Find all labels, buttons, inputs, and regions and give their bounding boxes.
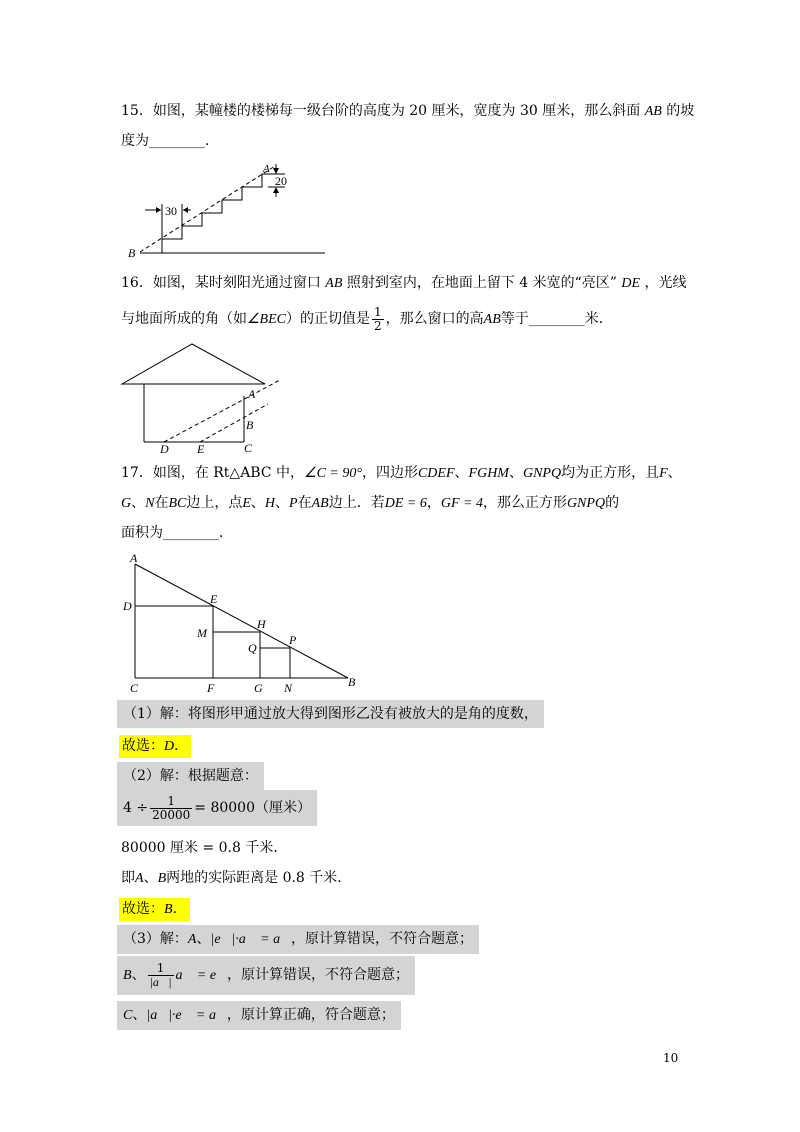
answer-1-text: （1）解：将图形甲通过放大得到图形乙没有被放大的是角的度数， (117, 700, 544, 728)
answer-3-frac-num: 1 (148, 962, 174, 976)
q17-t2c: 边上，点 (186, 495, 243, 511)
answer-2-l3b: 、 (143, 870, 158, 886)
q16-text-a: 16．如图，某时刻阳光通过窗口 (121, 275, 321, 291)
answer-2-choice-prefix: 故选： (122, 901, 164, 917)
answer-3-var-b: B (123, 968, 132, 983)
answer-2-choice-suffix: ． (172, 901, 187, 917)
q15-line2: 度为________． (121, 133, 219, 149)
answer-2-frac-num: 1 (150, 795, 192, 809)
answer-3-text: ，原计算错误，不符合题意； (291, 931, 474, 947)
q17-var-g: G (121, 496, 132, 511)
answer-2-fraction (150, 795, 192, 822)
q16-var-ab: AB (325, 276, 343, 291)
answer-1-choice (119, 735, 191, 758)
answer-2-calc (117, 790, 317, 826)
q15-label-20: 20 (275, 174, 287, 188)
q17-t2b: 在 (154, 495, 169, 511)
q17-text-b: ，四边形 (361, 465, 418, 481)
q17-var-n: N (145, 496, 155, 511)
answer-2-calc-post: = 80000（厘米） (194, 800, 311, 816)
answer-2-choice (119, 898, 190, 921)
answer-3-fraction (148, 962, 174, 989)
q17-var-gnpq2: GNPQ (566, 496, 606, 511)
q16-fraction (372, 306, 384, 333)
q17-label-n: N (284, 681, 293, 695)
q16-window-figure (120, 340, 285, 455)
q15-label-30: 30 (165, 204, 177, 218)
answer-3-frac-den: |a⃗| (149, 974, 172, 989)
answer-2-frac-den: 20000 (152, 807, 191, 822)
q17-label-e: E (210, 592, 218, 606)
q16-text-b: 照射到室内，在地面上留下 4 米宽的“亮区” (346, 275, 617, 291)
q17-t2g: 边上．若 (328, 495, 385, 511)
answer-3-c-expr: |a⃗|·e⃗ = a⃗ (146, 1008, 227, 1023)
q15-text-a: 15．如图，某幢楼的楼梯每一级台阶的高度为 20 厘米，宽度为 30 厘米，那么斜面 (121, 103, 641, 119)
q16-label-e: E (197, 442, 205, 455)
q17-var-f: F (659, 466, 668, 481)
q17-label-h: H (257, 617, 266, 631)
q16-text-g: 等于________米． (500, 311, 613, 327)
q17-t2e: 、 (275, 495, 290, 511)
q17-var-fghm: FGHM (468, 466, 509, 481)
q16-var-bec: ∠BEC (247, 312, 286, 327)
answer-1-choice-letter: D (164, 739, 175, 754)
q17-text-f: 、 (667, 465, 682, 481)
q16-label-b: B (246, 418, 254, 432)
q17-line3: 面积为________． (121, 525, 233, 541)
answer-3-line3 (117, 1001, 401, 1030)
q17-t2f: 在 (297, 495, 312, 511)
answer-1-choice-prefix: 故选： (122, 738, 164, 754)
q17-var-e: E (242, 496, 251, 511)
q15-label-a: A (263, 163, 270, 175)
answer-3-c-text: ，原计算正确，符合题意； (226, 1007, 395, 1023)
q17-t2h: ， (426, 495, 441, 511)
q17-label-g: G (254, 681, 263, 695)
q17-var-p: P (289, 496, 298, 511)
q15-stairs-figure (125, 160, 335, 260)
answer-3-sep: 、 (196, 931, 211, 947)
q17-label-d: D (123, 599, 132, 613)
q17-t2i: ，那么正方形 (482, 495, 567, 511)
q16-text-e: ）的正切值是 (286, 311, 370, 327)
page-number: 10 (663, 1051, 679, 1065)
q16-frac-num: 1 (374, 304, 382, 319)
answer-3-line1 (117, 925, 479, 954)
q17-var-angle: ∠C = 90° (304, 466, 362, 481)
q16-var-ab2: AB (483, 312, 501, 327)
q17-line1 (121, 463, 682, 484)
answer-2-choice-letter: B (164, 902, 173, 917)
answer-3-var-c: C (123, 1008, 133, 1023)
q17-text-a: 17．如图，在 Rt△ABC 中， (121, 465, 305, 481)
q17-var-cdef: CDEF (417, 466, 455, 481)
q17-line2 (121, 493, 619, 514)
q15-text-b: 的坡 (666, 103, 695, 119)
answer-2-l3a: 即 (121, 870, 135, 886)
q17-text-d: 、 (508, 465, 523, 481)
answer-3-c-sep: 、 (132, 1007, 147, 1023)
answer-3-b-expr: a⃗ = e⃗ (175, 968, 227, 983)
q16-line2 (121, 304, 613, 335)
q16-frac-den: 2 (374, 318, 382, 333)
answer-2-text: （2）解：根据题意： (117, 762, 264, 790)
q17-t2j: 的 (605, 495, 620, 511)
q17-var-ab: AB (311, 496, 329, 511)
q16-line1 (121, 273, 687, 294)
q17-var-gnpq: GNPQ (522, 466, 562, 481)
q17-t2d: 、 (250, 495, 265, 511)
answer-2-l3c: 两地的实际距离是 0.8 千米． (166, 870, 352, 886)
answer-3-var-a: A (187, 932, 197, 947)
q17-label-p: P (289, 633, 297, 647)
q15-label-b: B (128, 246, 136, 260)
answer-3-line2 (117, 956, 415, 995)
q17-label-f: F (207, 681, 215, 695)
answer-2-line2: 80000 厘米 = 0.8 千米． (121, 840, 288, 856)
answer-2-calc-pre: 4 ÷ (123, 800, 149, 816)
q17-var-gf: GF = 4 (440, 496, 483, 511)
q17-var-de: DE = 6 (384, 496, 427, 511)
q16-text-c: ，光线 (644, 275, 687, 291)
q17-var-bc: BC (168, 496, 187, 511)
answer-2-var-a: A (135, 871, 144, 886)
q15-line1 (121, 101, 694, 122)
q17-t2a: 、 (131, 495, 146, 511)
q16-text-f: ，那么窗口的高 (385, 311, 484, 327)
q15-var-ab: AB (644, 104, 662, 119)
answer-2-var-b: B (157, 871, 167, 886)
q16-label-a: A (248, 387, 256, 401)
q17-label-b: B (348, 675, 356, 689)
answer-3-expr: |e⃗|·a⃗ = a⃗ (210, 932, 292, 947)
answer-3-b-text: ，原计算错误，不符合题意； (226, 967, 409, 983)
q17-var-h: H (264, 496, 276, 511)
q17-text-e: 均为正方形，且 (561, 465, 660, 481)
q17-triangle-figure (120, 550, 370, 700)
answer-2-line3 (121, 868, 351, 889)
answer-3-prefix: （3）解： (123, 931, 188, 947)
q17-label-c: C (130, 681, 139, 695)
answer-3-b-sep: 、 (131, 967, 146, 983)
q17-label-m: M (197, 626, 207, 640)
q17-text-c: 、 (454, 465, 469, 481)
answer-1-choice-suffix: ． (174, 738, 189, 754)
q17-label-a: A (130, 551, 138, 565)
q16-label-c: C (244, 441, 253, 455)
q16-text-d: 与地面所成的角（如 (121, 311, 247, 327)
q17-label-q: Q (248, 641, 257, 655)
q16-label-d: D (160, 442, 169, 455)
q16-var-de: DE (621, 276, 641, 291)
